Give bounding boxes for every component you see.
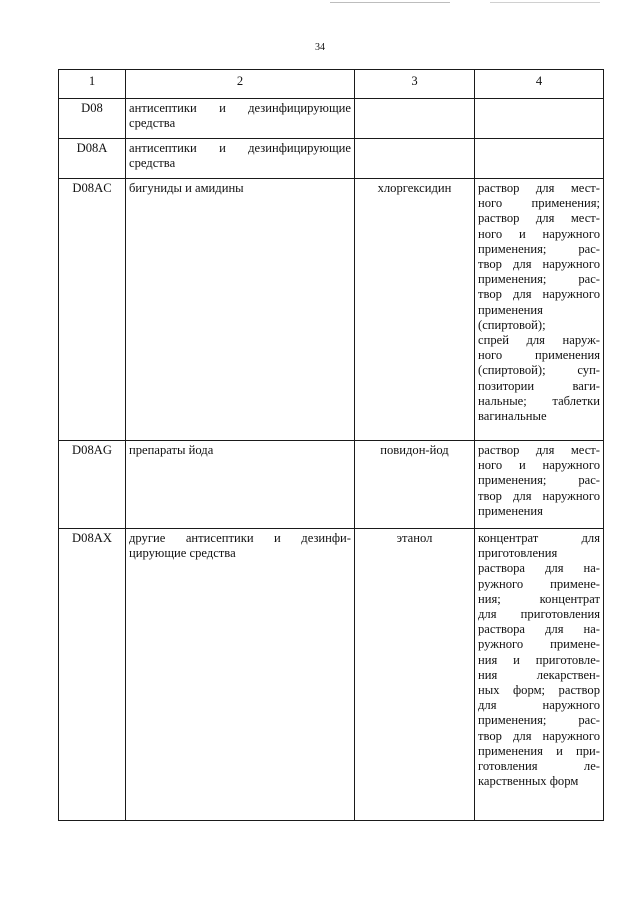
dosage-form-line: применения; рас- [478, 473, 600, 488]
header-cell-4: 4 [475, 70, 604, 99]
header-cell-2: 2 [126, 70, 355, 99]
table-row [59, 441, 604, 529]
group-name-line: антисептики и дезинфицирующие [129, 141, 351, 155]
dosage-form-cell [475, 441, 604, 529]
dosage-form-line: ружного примене- [478, 637, 600, 652]
scan-edge-line [330, 2, 450, 3]
dosage-form-line: ния лекарствен- [478, 667, 600, 682]
dosage-form-line: применения; рас- [478, 241, 600, 256]
dosage-form-line: твор для наружного [478, 728, 600, 743]
dosage-form-line: твор для наружного [478, 257, 600, 272]
dosage-form-line: концентрат для [478, 531, 600, 545]
dosage-form-line: карственных форм [478, 774, 579, 789]
table-row [59, 99, 604, 139]
dosage-form-cell [475, 179, 604, 441]
group-name-line: средства [129, 156, 176, 171]
dosage-form-line: спрей для наруж- [478, 333, 600, 348]
dosage-form-line: готовления ле- [478, 759, 600, 774]
group-name-cell [126, 139, 355, 179]
group-name-cell [126, 99, 355, 139]
dosage-form-line: раствора для на- [478, 561, 600, 576]
dosage-form-line: ного и наружного [478, 226, 600, 241]
group-name-cell [126, 179, 355, 441]
table-row [59, 179, 604, 441]
atc-code-cell: D08 [59, 99, 126, 139]
dosage-form-line: раствор для мест- [478, 211, 600, 226]
dosage-form-line: приготовления [478, 546, 558, 561]
dosage-form-line: применения и при- [478, 743, 600, 758]
dosage-form-line: раствора для на- [478, 622, 600, 637]
dosage-form-line: ния; концентрат [478, 591, 600, 606]
drug-table [58, 69, 604, 821]
scan-edge-line [490, 2, 600, 3]
atc-code-cell: D08AG [59, 441, 126, 529]
dosage-form-line: (спиртовой); суп- [478, 363, 600, 378]
inn-cell: этанол [355, 529, 475, 821]
group-name-line: средства [129, 116, 176, 131]
inn-cell [355, 139, 475, 179]
group-name-cell [126, 441, 355, 529]
atc-code-cell: D08A [59, 139, 126, 179]
group-name-cell [126, 529, 355, 821]
table-header-row [59, 70, 604, 99]
dosage-form-line: ных форм; раствор [478, 683, 600, 698]
dosage-form-line: раствор для мест- [478, 181, 600, 195]
dosage-form-line: ного применения; [478, 196, 600, 211]
inn-cell [355, 99, 475, 139]
dosage-form-line: для наружного [478, 698, 600, 713]
group-name-line: бигуниды и амидины [129, 181, 244, 195]
header-cell-1: 1 [59, 70, 126, 99]
table-row [59, 139, 604, 179]
dosage-form-line: (спиртовой); [478, 317, 546, 332]
dosage-form-line: позитории ваги- [478, 378, 600, 393]
dosage-form-line: ния и приготовле- [478, 652, 600, 667]
group-name-line: другие антисептики и дезинфи- [129, 531, 351, 545]
dosage-form-line: ного применения [478, 348, 600, 363]
group-name-line: цирующие средства [129, 546, 236, 561]
dosage-form-line: применения; рас- [478, 713, 600, 728]
inn-cell: повидон-йод [355, 441, 475, 529]
page-number: 34 [315, 42, 325, 53]
group-name-line: препараты йода [129, 443, 214, 457]
dosage-form-line: для приготовления [478, 607, 600, 622]
dosage-form-line: применения; рас- [478, 272, 600, 287]
dosage-form-cell [475, 139, 604, 179]
header-cell-3: 3 [355, 70, 475, 99]
dosage-form-line: вагинальные [478, 409, 547, 424]
atc-code-cell: D08AX [59, 529, 126, 821]
dosage-form-line: ного и наружного [478, 458, 600, 473]
group-name-line: антисептики и дезинфицирующие [129, 101, 351, 115]
dosage-form-cell [475, 529, 604, 821]
dosage-form-line: нальные; таблетки [478, 393, 600, 408]
dosage-form-cell [475, 99, 604, 139]
dosage-form-line: твор для наружного [478, 488, 600, 503]
dosage-form-line: твор для наружного [478, 287, 600, 302]
dosage-form-line: применения [478, 503, 543, 518]
inn-cell: хлоргексидин [355, 179, 475, 441]
dosage-form-line: применения [478, 302, 543, 317]
dosage-form-line: ружного примене- [478, 576, 600, 591]
table-row [59, 529, 604, 821]
dosage-form-line: раствор для мест- [478, 443, 600, 457]
atc-code-cell: D08AC [59, 179, 126, 441]
